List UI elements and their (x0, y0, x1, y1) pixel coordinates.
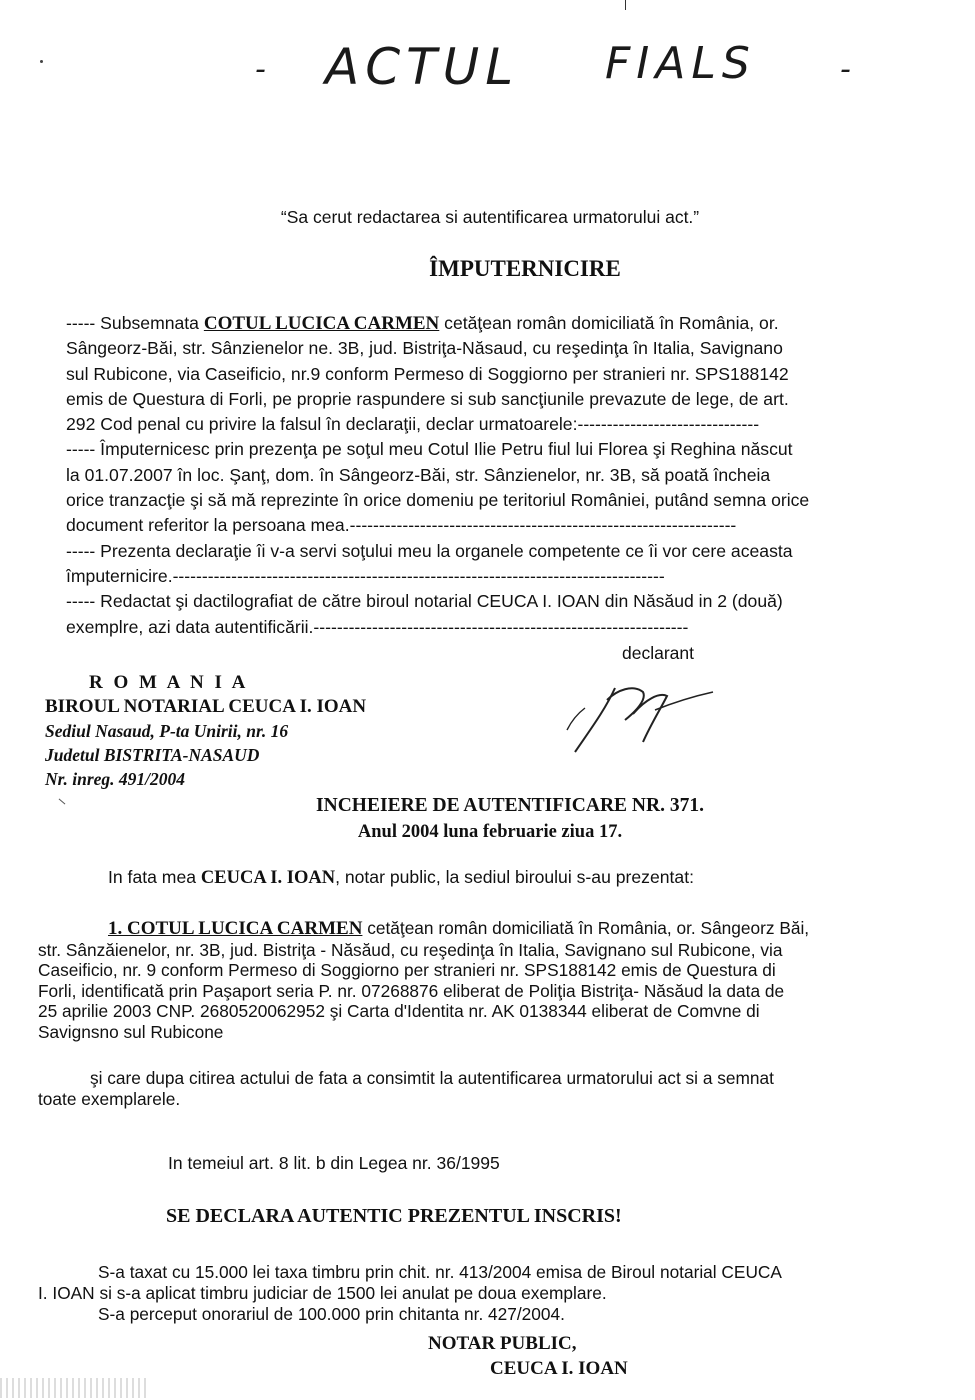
paragraph-1-line-1-rest: cetăţean român domiciliată în România, or. (439, 313, 779, 333)
principal-name: COTUL LUCICA CARMEN (203, 313, 440, 334)
paragraph-1 (66, 311, 936, 437)
stamp-country: R O M A N I A (89, 672, 249, 693)
notary-stamp-block (45, 671, 465, 791)
declarant-label: declarant (622, 643, 694, 663)
party-line-3: Caseificio, nr. 9 conform Permeso di Soggiorno per stranieri nr. SPS188142 emis de Questura di (38, 960, 776, 980)
presence-lead: In fata mea (108, 867, 201, 887)
party-identification (38, 918, 938, 1042)
scan-mark (625, 0, 626, 10)
paragraph-3-line-2: împuternicire.------------------------------------------------------------------------------------ (66, 565, 665, 586)
stamp-registration: Nr. inreg. 491/2004 (45, 769, 186, 789)
tax-line-2: I. IOAN si s-a aplicat timbru judiciar de 1500 lei anulat pe doua exemplare. (38, 1283, 607, 1303)
consent-line-1: şi care dupa citirea actului de fata a consimtit la autentificarea urmatorului act si a semnat (90, 1068, 774, 1088)
tax-text (38, 1262, 938, 1325)
scan-mark (59, 799, 66, 805)
scan-mark (0, 1378, 150, 1398)
paragraph-1-line-4: emis de Questura di Forli, pe proprie raspundere si sub sancţiunile prevazute de lege, de art. (66, 388, 789, 409)
party-line-4: Forli, identificată prin Paşaport seria P. nr. 07268876 eliberat de Poliţia Bistriţa- Năsăud la data de (38, 980, 785, 1001)
paragraph-4-line-2: exemplre, azi data autentificării.---------------------------------------------------------------- (66, 616, 689, 637)
handwritten-word-2: FIALS (605, 38, 756, 89)
paragraph-3 (66, 539, 936, 590)
declarant-signature (555, 670, 725, 760)
handwritten-dash-left: - (255, 52, 272, 87)
tax-line-1: S-a taxat cu 15.000 lei taxa timbru prin chit. nr. 413/2004 emisa de Biroul notarial CEUCA (98, 1262, 782, 1282)
stamp-address: Sediul Nasaud, P-ta Unirii, nr. 16 (45, 721, 289, 741)
paragraph-1-line-5: 292 Cod penal cu privire la falsul în declaraţii, declar urmatoarele:------------------------------- (66, 414, 760, 435)
tax-line-3: S-a perceput onorariul de 100.000 prin chitanta nr. 427/2004. (98, 1304, 565, 1324)
party-line-6: Savignsno sul Rubicone (38, 1021, 224, 1042)
paragraph-1-line-2: Sângeorz-Băi, str. Sânzienelor ne. 3B, jud. Bistriţa-Năsaud, cu reşedinţa în Italia, Savignano (66, 338, 783, 359)
handwritten-dash-right: - (840, 52, 857, 87)
paragraph-2-line-3: orice tranzacţie şi să mă reprezinte în orice domeniu pe teritoriul României, putând semna orice (66, 490, 810, 511)
document-title: ÎMPUTERNICIRE (429, 256, 621, 281)
notary-public-name: CEUCA I. IOAN (490, 1358, 628, 1379)
presence-rest: , notar public, la sediul biroului s-au prezentat: (335, 867, 694, 887)
request-line: “Sa cerut redactarea si autentificarea urmatorului act.” (280, 207, 700, 227)
paragraph-2-line-1: ----- Împuternicesc prin prezenţa pe soţul meu Cotul Ilie Petru fiul lui Florea şi Reghina născut (66, 439, 793, 460)
stamp-county: Judetul BISTRITA-NASAUD (45, 745, 260, 765)
paragraph-1-line-1 (66, 311, 936, 336)
scan-mark (40, 60, 43, 63)
paragraph-2 (66, 437, 936, 538)
paragraph-3-line-1: ----- Prezenta declaraţie îi v-a servi soţului meu la organele competente ce îi vor cere aceasta (66, 540, 793, 561)
presence-notary: CEUCA I. IOAN (200, 868, 336, 888)
notary-public-title: NOTAR PUBLIC, (428, 1333, 577, 1354)
party-line-5: 25 aprilie 2003 CNP. 2680520062952 şi Carta d'Identita nr. AK 0138344 eliberat de Comvne di (38, 1001, 760, 1021)
legal-basis: In temeiul art. 8 lit. b din Legea nr. 36/1995 (168, 1153, 500, 1173)
consent-line-2: toate exemplarele. (38, 1089, 181, 1109)
paragraph-1-lead: ----- Subsemnata (66, 313, 204, 333)
authenticity-declaration: SE DECLARA AUTENTIC PREZENTUL INSCRIS! (166, 1205, 622, 1227)
paragraph-4 (66, 589, 936, 640)
handwritten-title (255, 38, 865, 98)
party-name: 1. COTUL LUCICA CARMEN (108, 918, 363, 939)
paragraph-2-line-4: document referitor la persoana mea.------------------------------------------------------------------ (66, 515, 737, 536)
party-line-2: str. Sânzăienelor, nr. 3B, jud. Bistriţa - Năsăud, cu reşedinţa în Italia, Savignano sul Rubicone, via (38, 939, 783, 960)
party-line-1 (38, 918, 938, 940)
paragraph-1-line-3: sul Rubicone, via Caseificio, nr.9 conform Permeso di Soggiorno per stranieri nr. SPS188142 (66, 363, 789, 384)
stamp-office: BIROUL NOTARIAL CEUCA I. IOAN (45, 696, 367, 717)
paragraph-4-line-1: ----- Redactat şi dactilografiat de către biroul notarial CEUCA I. IOAN din Năsăud in 2 (două) (66, 591, 783, 612)
presence-line (108, 867, 868, 889)
paragraph-2-line-2: la 01.07.2007 în loc. Şanţ, dom. în Sângeorz-Băi, str. Sânzienelor, nr. 3B, să poată încheia (66, 464, 771, 485)
declaration-body (66, 311, 936, 640)
conclusion-title: INCHEIERE DE AUTENTIFICARE NR. 371. (316, 795, 704, 816)
conclusion-date: Anul 2004 luna februarie ziua 17. (357, 822, 623, 842)
handwritten-word-1: ACTUL (325, 38, 520, 96)
party-line-1-rest: cetăţean român domiciliată în România, or. Sângeorz Băi, (362, 918, 810, 938)
consent-text (38, 1068, 938, 1110)
